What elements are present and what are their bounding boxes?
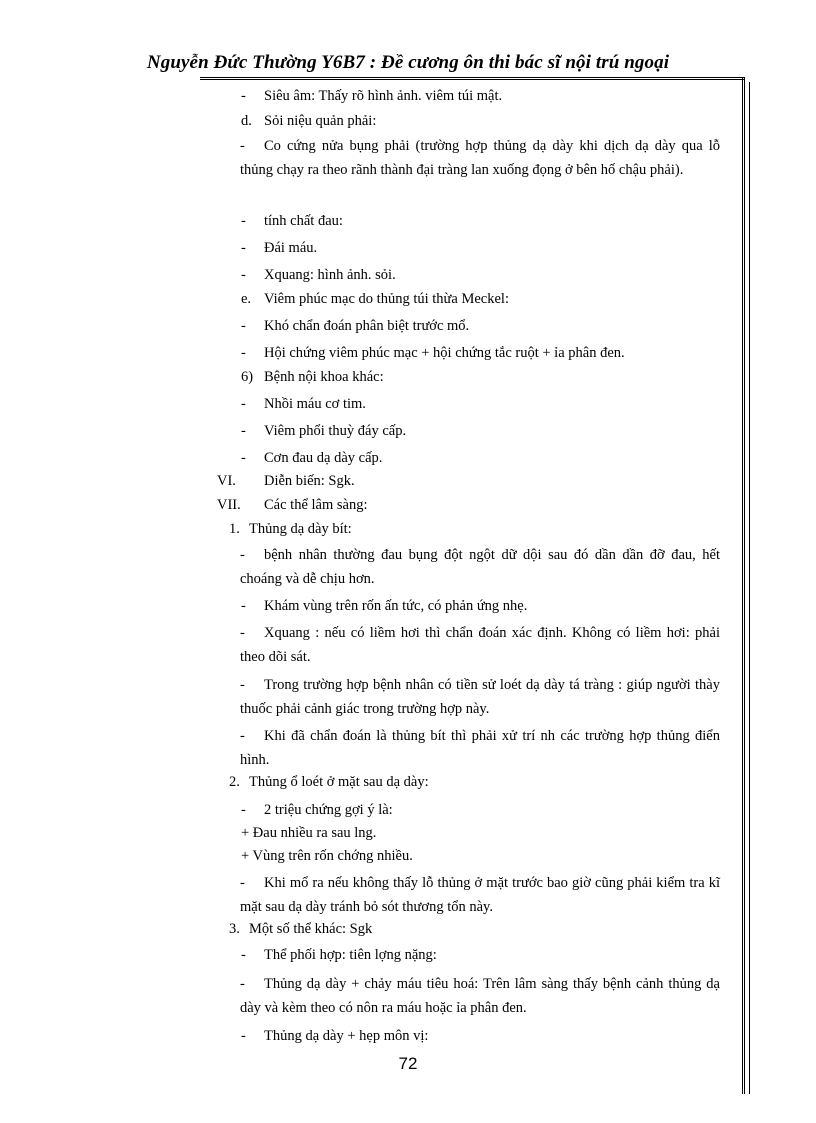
list-paragraph: - Co cứng nửa bụng phải (trường hợp thủng dạ dày khi dịch dạ dày qua lỗ thủng chạy ra theo rãnh thành đại tràng lan xuống đọng ở bên hố chậu phải).	[240, 138, 720, 178]
header-border	[200, 77, 745, 80]
list-paragraph: - Khi mổ ra nếu không thấy lỗ thủng ở mặt trước bao giờ cũng phải kiểm tra kĩ mặt sau dạ dày tránh bỏ sót thương tổn này.	[240, 875, 720, 915]
page-border-right	[742, 77, 745, 1094]
page-border-right-inner	[749, 82, 750, 1094]
list-paragraph: - Khi đã chẩn đoán là thủng bít thì phải xử trí nh các trường hợp thủng điển hình.	[240, 728, 720, 768]
list-paragraph: - Trong trường hợp bệnh nhân có tiền sử loét dạ dày tá tràng : giúp người thày thuốc phải cảnh giác trong trường hợp này.	[240, 677, 720, 717]
page-header: Nguyễn Đức Thường Y6B7 : Đề cương ôn thi bác sĩ nội trú ngoại	[146, 52, 670, 73]
page-number: 72	[398, 1054, 418, 1073]
list-paragraph: - Thủng dạ dày + chảy máu tiêu hoá: Trên lâm sàng thấy bệnh cảnh thủng dạ dày và kèm theo có nôn ra máu hoặc ỉa phân đen.	[240, 976, 720, 1016]
list-paragraph: - bệnh nhân thường đau bụng đột ngột dữ dội sau đó dần dần đỡ đau, hết choáng và dễ chịu hơn.	[240, 547, 720, 587]
list-paragraph: - Xquang : nếu có liềm hơi thì chẩn đoán xác định. Không có liềm hơi: phải theo dõi sát.	[240, 625, 720, 665]
